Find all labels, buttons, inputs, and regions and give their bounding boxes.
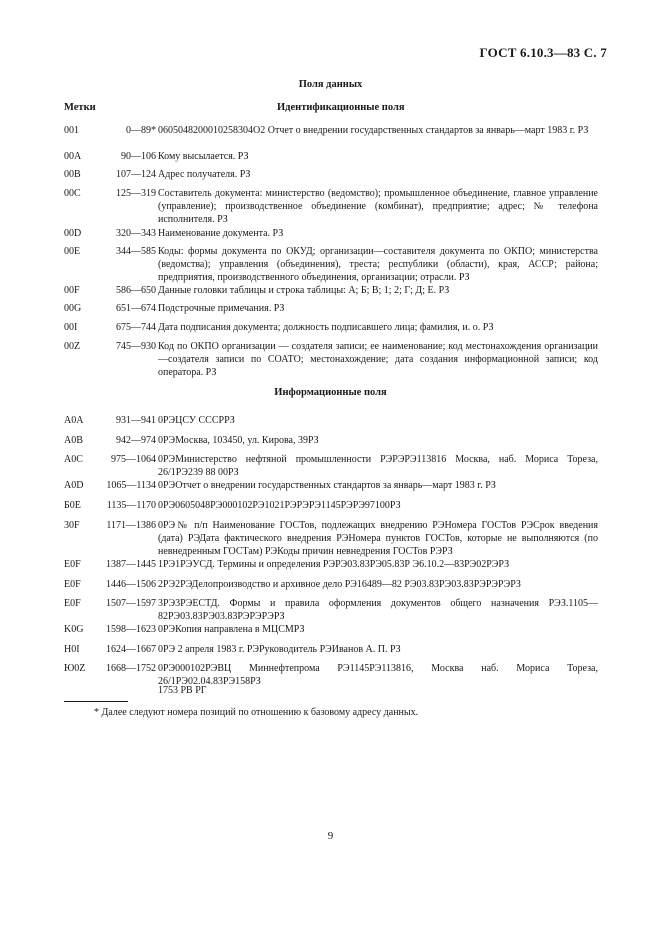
field-text: Коды: формы документа по ОКУД; организации—составителя документа по ОКПО; министерства (ведомства); управления (объединения), треста; республики (области), края, АССР; района; предприятия, производственного объединения, организации; отрасли. РЗ <box>158 246 598 283</box>
field-range: 931—941 <box>116 415 156 426</box>
field-text: 0РЭ000102РЭВЦ Миннефтепрома РЭ1145РЭ113816, Москва наб. Мориса Тореза, 26/1РЭ02.04.83РЭ158РЗ <box>158 663 598 687</box>
field-text: 0РЭ 2 апреля 1983 г. РЭРуководитель РЭИванов А. П. РЗ <box>158 644 401 655</box>
field-text: Код по ОКПО организации — создателя записи; ее наименование; код местонахождения организации—создателя записи по СОАТО; местонахождение; дата создания информационной записи; код оператора. РЗ <box>158 341 598 378</box>
field-text: 0РЭКопия направлена в МЦСМРЗ <box>158 624 305 635</box>
field-tag: 00G <box>64 303 82 314</box>
field-range: 1171—1386 <box>106 520 156 531</box>
field-tag: Б0Е <box>64 500 81 511</box>
field-tag: 001 <box>64 125 79 136</box>
field-tag: E0F <box>64 579 81 590</box>
document-header-title: ГОСТ 6.10.3—83 С. 7 <box>479 45 607 60</box>
field-range: 320—343 <box>116 228 156 239</box>
footnote: * Далее следуют номера позиций по отношению к базовому адресу данных. <box>94 707 419 718</box>
field-range: 942—974 <box>116 435 156 446</box>
field-tag: A0C <box>64 454 83 465</box>
field-tag: A0A <box>64 415 84 426</box>
trailer-text: 1753 РВ РГ <box>158 685 207 696</box>
field-text: 0РЭОтчет о внедрении государственных стандартов за январь—март 1983 г. РЗ <box>158 480 496 491</box>
field-text: 1РЭ1РЭУСД. Термины и определения РЭРЭ03.83РЭ05.83Р Э6.10.2—83РЭ02РЭРЗ <box>158 559 510 570</box>
field-tag: E0F <box>64 559 81 570</box>
field-range: 745—930 <box>116 341 156 352</box>
field-tag: 00B <box>64 169 81 180</box>
section-title-data-fields: Поля данных <box>298 79 363 90</box>
field-text: 0605048200010258304О2 Отчет о внедрении государственных стандартов за январь—март 1983 г. РЗ <box>158 125 589 136</box>
field-tag: 00D <box>64 228 82 239</box>
field-tag: A0D <box>64 480 84 491</box>
field-text: 0РЭЦСУ СССРРЗ <box>158 415 235 426</box>
field-range: 0—89* <box>126 125 156 136</box>
field-range: 651—674 <box>116 303 156 314</box>
field-tag: 00E <box>64 246 81 257</box>
field-text: 0РЭМосква, 103450, ул. Кирова, 39РЗ <box>158 435 319 446</box>
field-range: 1598—1623 <box>106 624 156 635</box>
field-range: 975—1064 <box>111 454 156 465</box>
field-tag: Ю0Z <box>64 663 86 674</box>
field-text: Дата подписания документа; должность подписавшего лица; фамилия, и. о. РЗ <box>158 322 494 333</box>
field-range: 1135—1170 <box>106 500 156 511</box>
field-range: 125—319 <box>116 188 156 199</box>
field-range: 107—124 <box>116 169 156 180</box>
field-range: 1387—1445 <box>106 559 156 570</box>
field-text: Данные головки таблицы и строка таблицы: А; Б; В; 1; 2; Г; Д; Е. РЗ <box>158 285 450 296</box>
field-tag: E0F <box>64 598 81 609</box>
field-range: 1507—1597 <box>106 598 156 609</box>
field-range: 90—106 <box>121 151 156 162</box>
field-text: 0РЭМинистерство нефтяной промышленности РЭРЭРЭ113816 Москва, наб. Мориса Тореза, 26/1РЭ239 88 00РЗ <box>158 454 598 478</box>
field-range: 1446—1506 <box>106 579 156 590</box>
field-range: 344—585 <box>116 246 156 257</box>
field-text: 0РЭ№ п/п Наименование ГОСТов, подлежащих внедрению РЭНомера ГОСТов РЭСрок введения (дата) РЭДата фактического внедрения РЭНомера пунктов ГОСТов, которые не выполняются (по невнедренным ГОСТам) РЭКоды причин невнедрения ГОСТов РЭРЗ <box>158 520 598 557</box>
field-range: 675—744 <box>116 322 156 333</box>
field-text: Составитель документа: министерство (ведомство); промышленное объединение, главное управление (управление); производственное объединение (комбинат), предприятие; адрес; № телефона исполнителя. РЗ <box>158 188 598 225</box>
footnote-divider <box>64 701 128 702</box>
field-text: Адрес получателя. РЗ <box>158 169 251 180</box>
field-range: 586—650 <box>116 285 156 296</box>
field-text: Подстрочные примечания. РЗ <box>158 303 285 314</box>
field-tag: 00I <box>64 322 78 333</box>
field-text: Кому высылается. РЗ <box>158 151 249 162</box>
field-text: Наименование документа. РЗ <box>158 228 284 239</box>
field-tag: 00A <box>64 151 82 162</box>
field-tag: 00Z <box>64 341 81 352</box>
field-text: 2РЭ2РЭДелопроизводство и архивное дело РЭ16489—82 РЭ03.83РЭ03.83РЭРЭРЭРЗ <box>158 579 521 590</box>
field-tag: 00C <box>64 188 81 199</box>
column-header-ident-fields: Идентификационные поля <box>277 102 405 113</box>
field-text: 0РЭ0605048РЭ000102РЭ1021РЭРЭРЭ1145РЭРЭ97100РЗ <box>158 500 401 511</box>
field-tag: 00F <box>64 285 80 296</box>
field-range: 1624—1667 <box>106 644 156 655</box>
field-range: 1065—1134 <box>106 480 156 491</box>
field-text: 3РЭ3РЭЕСТД. Формы и правила оформления документов общего назначения РЭЗ.1105—82РЭ03.83РЭ03.83РЭРЭРЭРЗ <box>158 598 598 622</box>
field-range: 1668—1752 <box>106 663 156 674</box>
field-tag: H0I <box>64 644 80 655</box>
field-tag: 30F <box>64 520 80 531</box>
field-tag: A0B <box>64 435 83 446</box>
field-tag: K0G <box>64 624 84 635</box>
page-number: 9 <box>327 830 334 842</box>
section-title-info-fields: Информационные поля <box>274 387 387 398</box>
column-header-labels: Метки <box>64 102 96 113</box>
